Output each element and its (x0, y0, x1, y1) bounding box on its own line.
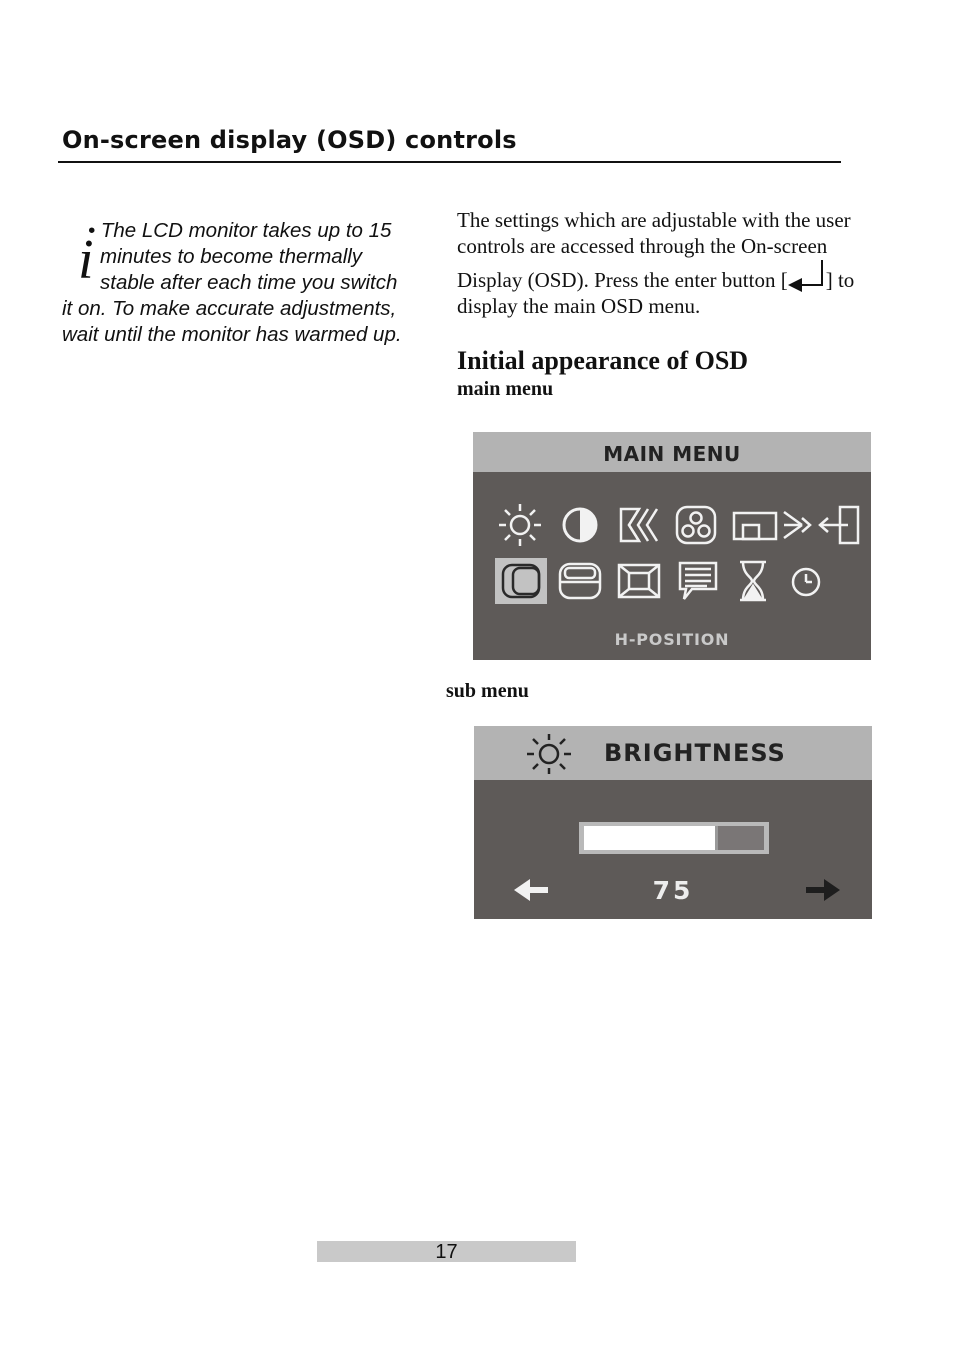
slider-fill (584, 826, 715, 850)
note-line: wait until the monitor has warmed up. (62, 323, 402, 346)
intro-line-part: Display (OSD). Press the enter button [ (457, 268, 788, 292)
main-menu-icon-grid (473, 472, 871, 660)
arrow-left-icon[interactable] (512, 876, 550, 908)
brightness-slider[interactable] (579, 822, 769, 854)
arrow-right-icon[interactable] (804, 876, 842, 908)
note-line: • The LCD monitor takes up to 15 (88, 219, 392, 242)
osd-language-icon[interactable] (672, 558, 724, 604)
main-menu-label: main menu (457, 378, 554, 400)
intro-line: The settings which are adjustable with the user (457, 208, 851, 232)
page-number: 17 (317, 1241, 576, 1262)
osd-main-menu (473, 432, 871, 660)
intro-line: controls are accessed through the On-screen (457, 234, 828, 258)
color-icon[interactable] (670, 502, 722, 548)
contrast-icon[interactable] (554, 502, 606, 548)
brightness-value: 75 (652, 876, 694, 905)
note-line: stable after each time you switch (100, 271, 398, 294)
info-icon: i (78, 229, 94, 291)
section-title: On-screen display (OSD) controls (62, 126, 517, 154)
intro-line (457, 267, 897, 293)
intro-paragraph (457, 207, 897, 319)
main-menu-title: MAIN MENU (473, 432, 871, 472)
h-size-icon[interactable] (554, 558, 606, 604)
note-line: minutes to become thermally (100, 245, 363, 268)
intro-line: display the main OSD menu. (457, 294, 701, 318)
osd-heading: Initial appearance of OSD (457, 346, 749, 375)
recall-icon[interactable] (780, 558, 832, 604)
auto-adjust-icon[interactable] (779, 502, 863, 548)
sub-menu-title: BRIGHTNESS (604, 739, 786, 767)
sub-menu-header (474, 726, 872, 780)
slider-track (715, 826, 764, 850)
brightness-icon (524, 732, 574, 780)
osd-sub-menu (474, 726, 872, 919)
h-position-icon[interactable] (495, 558, 547, 604)
sub-menu-label: sub menu (446, 680, 529, 702)
enter-key-icon (788, 268, 826, 290)
selected-item-label: H-POSITION (614, 630, 730, 649)
note-line: it on. To make accurate adjustments, (62, 297, 397, 320)
intro-line-part: ] to (825, 268, 855, 292)
phase-icon[interactable] (613, 502, 665, 548)
title-underline (58, 161, 841, 163)
sharpness-icon[interactable] (613, 558, 665, 604)
brightness-icon[interactable] (494, 502, 546, 548)
v-position-icon[interactable] (729, 502, 781, 548)
osd-timeout-icon[interactable] (727, 558, 779, 604)
